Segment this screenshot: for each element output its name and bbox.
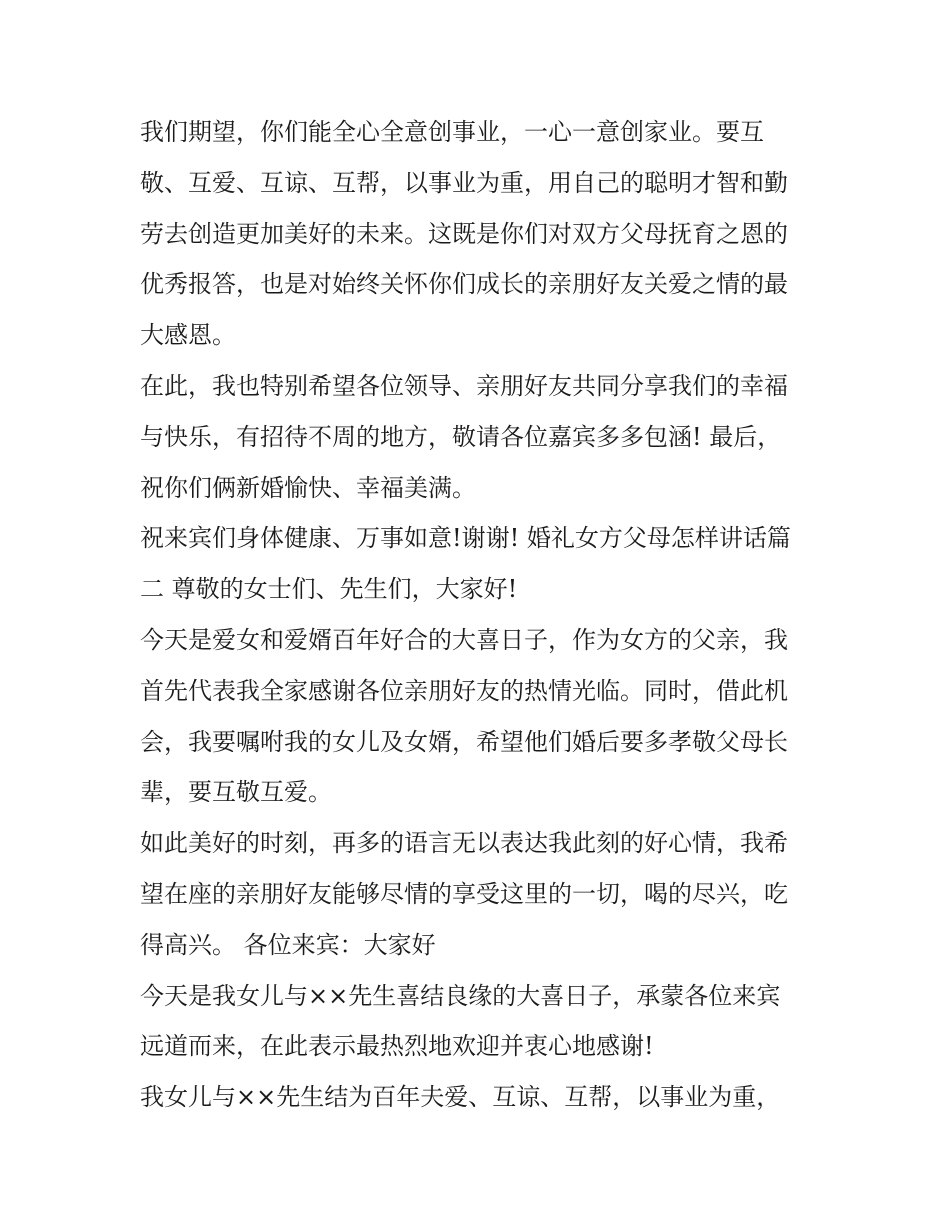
text-line: 在此，我也特别希望各位领导、亲朋好友共同分享我们的幸福 xyxy=(140,371,788,400)
text-line: 今天是爱女和爱婿百年好合的大喜日子，作为女方的父亲，我 xyxy=(140,625,788,654)
text-line: 今天是我女儿与××先生喜结良缘的大喜日子，承蒙各位来宾 xyxy=(140,981,781,1010)
text-line: 我们期望，你们能全心全意创事业，一心一意创家业。要互 xyxy=(140,118,764,146)
text-line: 辈，要互敬互爱。 xyxy=(140,778,332,807)
text-line: 祝你们俩新婚愉快、幸福美满。 xyxy=(140,473,476,502)
text-line: 远道而来，在此表示最热烈地欢迎并衷心地感谢! xyxy=(140,1032,654,1061)
text-line: 首先代表我全家感谢各位亲朋好友的热情光临。同时，借此机 xyxy=(140,676,788,705)
text-line: 敬、互爱、互谅、互帮，以事业为重，用自己的聪明才智和勤 xyxy=(140,168,788,197)
document-body xyxy=(140,107,820,1123)
text-line: 劳去创造更加美好的未来。这既是你们对双方父母抚育之恩的 xyxy=(140,219,788,248)
text-line: 得高兴。 各位来宾：大家好 xyxy=(140,930,436,959)
text-line: 望在座的亲朋好友能够尽情的享受这里的一切，喝的尽兴，吃 xyxy=(140,879,788,908)
text-line: 与快乐，有招待不周的地方，敬请各位嘉宾多多包涵! 最后， xyxy=(140,422,782,451)
text-line: 大感恩。 xyxy=(140,321,236,350)
text-line: 会，我要嘱咐我的女儿及女婿，希望他们婚后要多孝敬父母长 xyxy=(140,727,788,756)
text-line: 二 尊敬的女士们、先生们，大家好! xyxy=(140,575,518,604)
text-line: 如此美好的时刻，再多的语言无以表达我此刻的好心情，我希 xyxy=(140,829,788,858)
text-line: 优秀报答，也是对始终关怀你们成长的亲朋好友关爱之情的最 xyxy=(140,270,788,299)
text-line: 我女儿与××先生结为百年夫爱、互谅、互帮，以事业为重， xyxy=(140,1083,781,1112)
text-line: 祝来宾们身体健康、万事如意!谢谢! 婚礼女方父母怎样讲话篇 xyxy=(140,524,791,553)
